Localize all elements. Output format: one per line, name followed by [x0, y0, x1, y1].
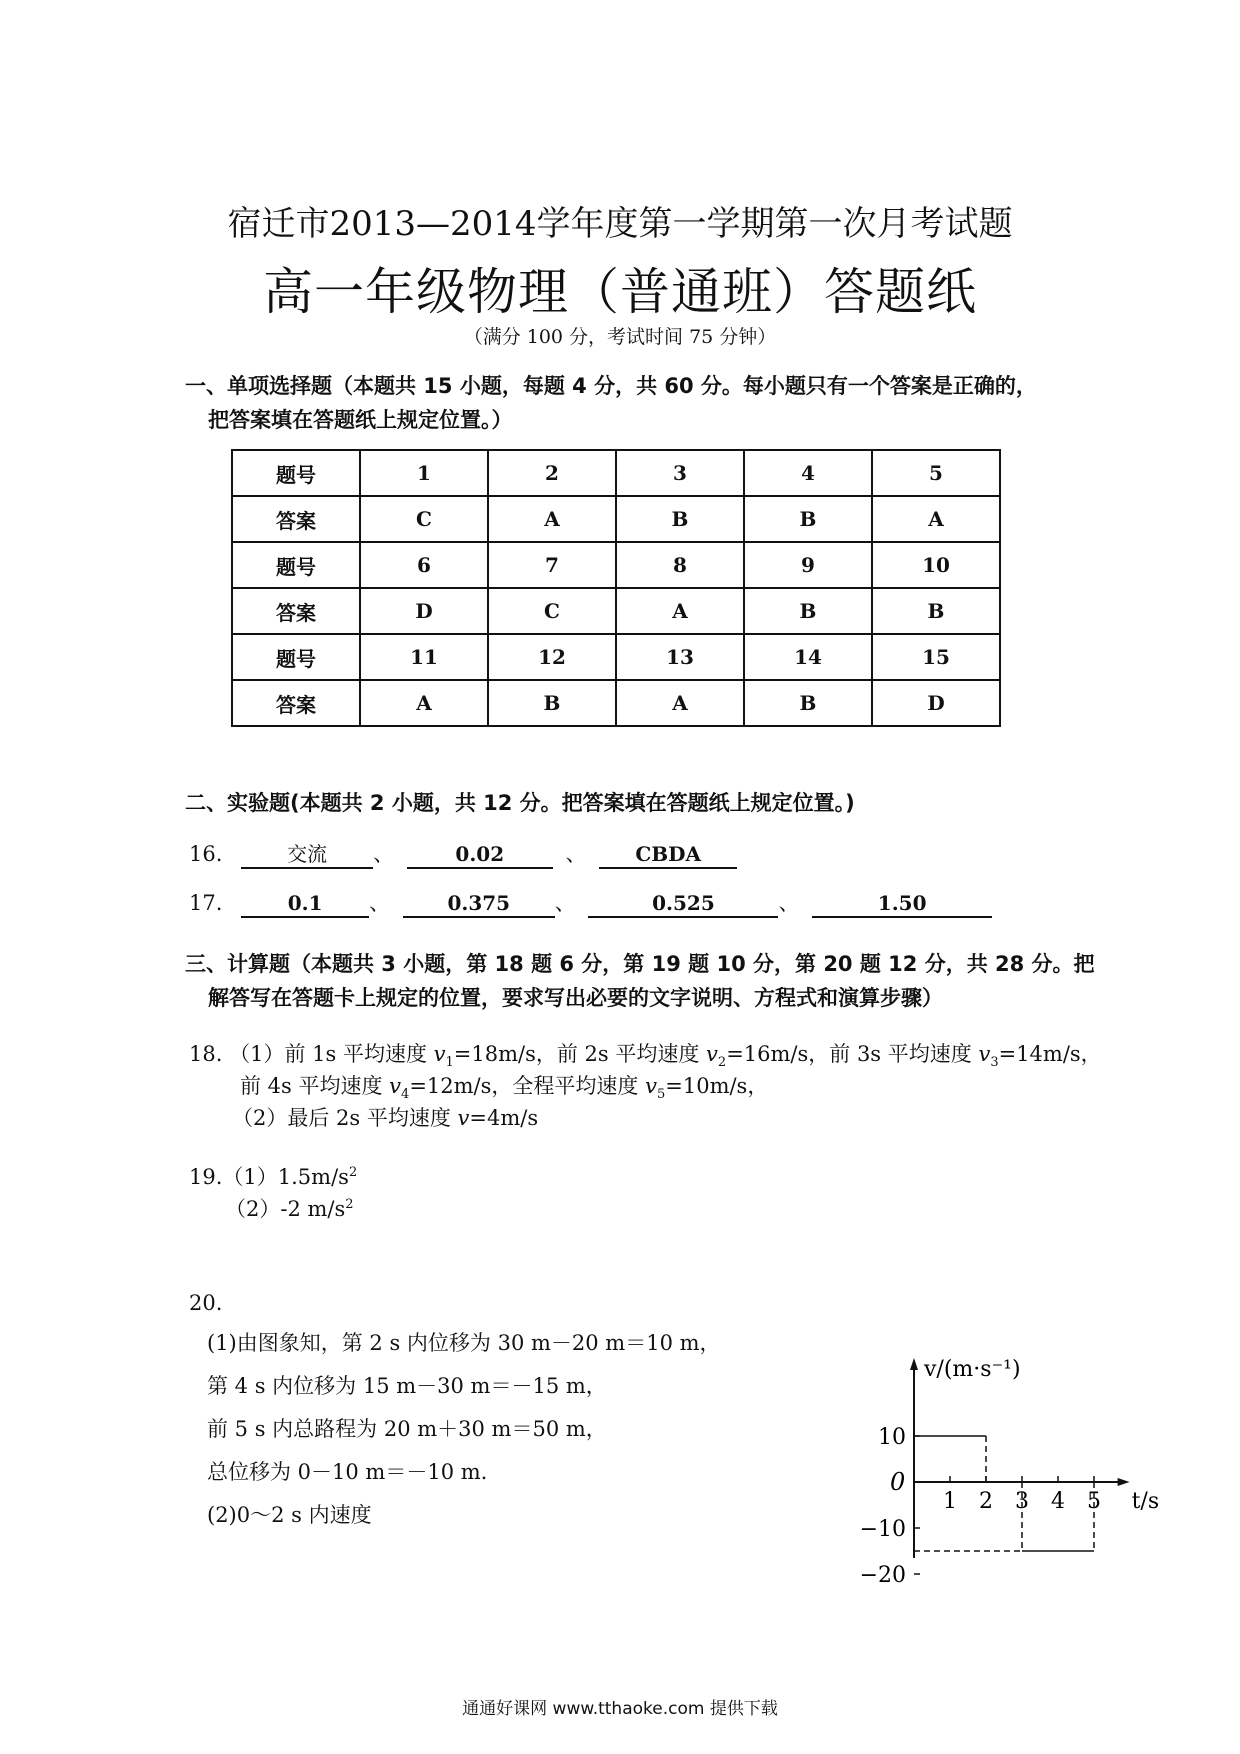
q20-line-4: 总位移为 0－10 m＝－10 m. [207, 1460, 488, 1484]
q17-answer-2: 0.375 [403, 890, 555, 918]
q20-line-5: (2)0～2 s 内速度 [207, 1503, 372, 1527]
y-axis-arrow-icon [910, 1358, 918, 1370]
answer-cell: A [616, 680, 744, 726]
y-tick-label: −20 [860, 1563, 906, 1588]
q20-number: 20. [189, 1291, 223, 1315]
q18-line3 [232, 1102, 538, 1132]
q17-sep-3: 、 [778, 891, 800, 915]
origin-label: 0 [890, 1468, 906, 1496]
q19-answer-1: （1）1.5m/s [222, 1165, 349, 1189]
answer-label: 答案 [232, 496, 360, 542]
q17-number: 17. [189, 891, 223, 915]
q17-answer-1: 0.1 [241, 890, 369, 918]
q18-v5-sub: 5 [656, 1087, 666, 1103]
answer-cell: A [488, 496, 616, 542]
x-axis-label: t/s [1131, 1489, 1160, 1514]
q16-line [189, 838, 737, 869]
q16-answer-1: 交流 [241, 841, 373, 869]
question-number-label: 题号 [232, 450, 360, 496]
question-number-cell: 11 [360, 634, 488, 680]
exam-note: （满分 100 分，考试时间 75 分钟） [463, 326, 777, 348]
question-number-label: 题号 [232, 542, 360, 588]
answer-cell: B [744, 588, 872, 634]
q16-sep-2: 、 [565, 842, 587, 866]
question-number-cell: 1 [360, 450, 488, 496]
q18-v3-sub: 3 [990, 1055, 999, 1071]
question-number-cell: 15 [872, 634, 1000, 680]
q18-v6: v [457, 1106, 470, 1130]
q17-sep-2: 、 [554, 891, 576, 915]
question-number-label: 题号 [232, 634, 360, 680]
table-row-question [232, 542, 1000, 588]
q18-text: =18m/s，前 2s 平均速度 [453, 1042, 707, 1066]
x-tick-label: 3 [1015, 1489, 1029, 1514]
section3-heading-line2: 解答写在答题卡上规定的位置，要求写出必要的文字说明、方程式和演算步骤） [208, 986, 943, 1010]
q18-v3: v [978, 1042, 991, 1066]
q18-line2 [240, 1070, 768, 1102]
question-number-cell: 14 [744, 634, 872, 680]
question-number-cell: 6 [360, 542, 488, 588]
q18-v2-sub: 2 [717, 1055, 727, 1071]
q18-v2: v [706, 1042, 718, 1066]
q18-v5: v [645, 1074, 657, 1098]
q18-text: =16m/s，前 3s 平均速度 [726, 1042, 979, 1066]
q19-line2 [225, 1193, 354, 1223]
q18-v1: v [433, 1042, 446, 1066]
answer-cell: D [872, 680, 1000, 726]
x-tick-label: 2 [979, 1489, 993, 1514]
q19-number: 19. [189, 1165, 223, 1189]
question-number-cell: 8 [616, 542, 744, 588]
question-number-cell: 3 [616, 450, 744, 496]
q18-v4-sub: 4 [401, 1087, 410, 1103]
table-row-question [232, 450, 1000, 496]
y-tick-label: 10 [878, 1425, 906, 1450]
page-subtitle: 高一年级物理（普通班）答题纸 [263, 263, 977, 321]
q16-number: 16. [189, 842, 223, 866]
table-row-question [232, 634, 1000, 680]
answer-cell: B [744, 680, 872, 726]
x-tick-label: 5 [1087, 1489, 1101, 1514]
q19-answer-2-sup: 2 [345, 1197, 354, 1212]
x-axis-arrow-icon [1118, 1478, 1130, 1486]
footer-text: 通通好课网 www.tthaoke.com 提供下载 [462, 1699, 778, 1719]
y-tick-label: −10 [860, 1517, 906, 1542]
answer-cell: A [616, 588, 744, 634]
answer-cell: B [872, 588, 1000, 634]
answer-cell: D [360, 588, 488, 634]
question-number-cell: 4 [744, 450, 872, 496]
table-row-answer [232, 680, 1000, 726]
q18-v1-sub: 1 [445, 1055, 454, 1071]
q18-text: =12m/s，全程平均速度 [409, 1074, 646, 1098]
answer-cell: C [488, 588, 616, 634]
question-number-cell: 2 [488, 450, 616, 496]
velocity-time-chart [860, 1350, 1180, 1590]
question-number-cell: 13 [616, 634, 744, 680]
q19-answer-2: （2）-2 m/s [225, 1197, 346, 1221]
q18-text: =14m/s， [998, 1042, 1102, 1066]
table-row-answer [232, 588, 1000, 634]
question-number-cell: 9 [744, 542, 872, 588]
question-number-cell: 10 [872, 542, 1000, 588]
q18-number: 18. [189, 1042, 223, 1066]
q20-line-2: 第 4 s 内位移为 15 m－30 m＝－15 m， [207, 1374, 607, 1398]
q17-answer-4: 1.50 [812, 890, 992, 918]
section1-heading-line2: 把答案填在答题纸上规定位置。） [208, 408, 513, 432]
q19-line1 [189, 1161, 357, 1191]
section2-heading: 二、实验题(本题共 2 小题，共 12 分。把答案填在答题纸上规定位置。) [185, 791, 855, 815]
q19-answer-1-sup: 2 [348, 1165, 358, 1180]
q16-answer-2: 0.02 [407, 841, 553, 869]
question-number-cell: 12 [488, 634, 616, 680]
q18-text: 前 4s 平均速度 [240, 1074, 390, 1098]
q16-sep-1: 、 [373, 842, 395, 866]
x-tick-label: 1 [943, 1489, 957, 1514]
question-number-cell: 7 [488, 542, 616, 588]
y-axis-label: v/(m·s⁻¹) [924, 1357, 1021, 1382]
answer-cell: B [744, 496, 872, 542]
q17-line [189, 887, 992, 918]
q18-text: =4m/s [469, 1106, 539, 1130]
answer-cell: A [360, 680, 488, 726]
answer-cell: C [360, 496, 488, 542]
q18-text: =10m/s， [665, 1074, 769, 1098]
section1-heading-line1: 一、单项选择题（本题共 15 小题，每题 4 分，共 60 分。每小题只有一个答案是正确的， [185, 374, 1037, 398]
q20-line-1: (1)由图象知，第 2 s 内位移为 30 m－20 m＝10 m， [207, 1331, 721, 1355]
section3-heading-line1: 三、计算题（本题共 3 小题，第 18 题 6 分，第 19 题 10 分，第 20 题 12 分，共 28 分。把 [185, 952, 1095, 976]
q16-answer-3: CBDA [599, 841, 737, 869]
q18-text: （2）最后 2s 平均速度 [232, 1106, 458, 1130]
answer-cell: B [616, 496, 744, 542]
q18-text: （1）前 1s 平均速度 [229, 1042, 434, 1066]
answer-table [231, 449, 1001, 727]
q17-sep-1: 、 [369, 891, 391, 915]
question-number-cell: 5 [872, 450, 1000, 496]
answer-cell: B [488, 680, 616, 726]
q20-line-3: 前 5 s 内总路程为 20 m＋30 m＝50 m， [207, 1417, 607, 1441]
table-row-answer [232, 496, 1000, 542]
q17-answer-3: 0.525 [588, 890, 778, 918]
q18-v4: v [389, 1074, 402, 1098]
x-tick-label: 4 [1051, 1489, 1065, 1514]
answer-label: 答案 [232, 588, 360, 634]
answer-cell: A [872, 496, 1000, 542]
page-title: 宿迁市2013—2014学年度第一学期第一次月考试题 [227, 204, 1013, 244]
q18-line1 [189, 1038, 1102, 1070]
answer-label: 答案 [232, 680, 360, 726]
